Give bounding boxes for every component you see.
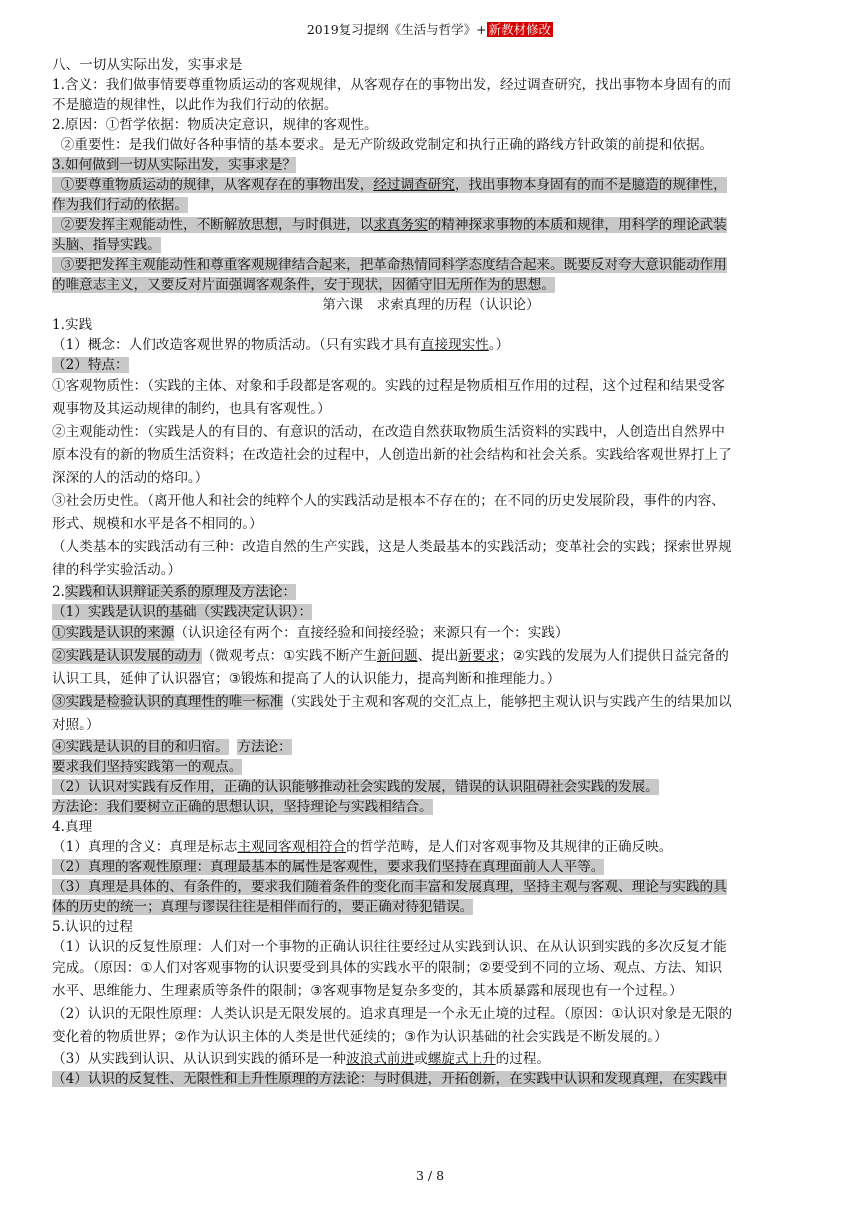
- paragraph: 深深的人的活动的烙印。）: [52, 470, 209, 486]
- paragraph: ②要发挥主观能动性，不断解放思想，与时俱进，以求真务实的精神探求事物的本质和规律，用科学的理论武装: [52, 215, 810, 235]
- paragraph: 变化着的物质世界；②作为认识主体的人类是世代延续的；③作为认识基础的社会实践是不断发展的。）: [52, 1029, 668, 1045]
- paragraph: 完成。（原因：①人们对客观事物的认识要受到具体的实践水平的限制；②要受到不同的立场、观点、方法、知识: [52, 960, 723, 976]
- paragraph: ③要把发挥主观能动性和尊重客观规律结合起来，把革命热情同科学态度结合起来。既要反对夸大意识能动作用: [52, 255, 810, 275]
- paragraph: 方法论：我们要树立正确的思想认识，坚持理论与实践相结合。: [52, 799, 433, 815]
- paragraph: ①实践是认识的来源（认识途径有两个：直接经验和间接经验；来源只有一个：实践）: [52, 625, 569, 641]
- paragraph: 不是臆造的规律性，以此作为我们行动的依据。: [52, 97, 338, 113]
- paragraph: 水平、思维能力、生理素质等条件的限制；③客观事物是复杂多变的，其本质暴露和展现也有一个过程。）: [52, 983, 683, 999]
- paragraph: 对照。）: [52, 717, 100, 733]
- header-title: 2019复习提纲《生活与哲学》+: [306, 22, 487, 37]
- paragraph: （2）特点：: [52, 357, 129, 373]
- paragraph: ①要尊重物质运动的规律，从客观存在的事物出发，经过调查研究，找出事物本身固有的而不是臆造的规律性，: [52, 175, 810, 195]
- paragraph: 形式、规模和水平是各不相同的。）: [52, 516, 263, 532]
- paragraph: ③实践是检验认识的真理性的唯一标准（实践处于主观和客观的交汇点上，能够把主观认识与实践产生的结果加以: [52, 694, 732, 710]
- paragraph: 头脑、指导实践。: [52, 237, 161, 253]
- document-body: [52, 55, 810, 1089]
- paragraph: （2）认识对实践有反作用，正确的认识能够推动社会实践的发展，错误的认识阻碍社会实践的发展。: [52, 779, 659, 795]
- paragraph: （2）真理的客观性原理：真理最基本的属性是客观性，要求我们坚持在真理面前人人平等。: [52, 859, 605, 875]
- section-heading: 4.真理: [52, 819, 93, 835]
- paragraph: 原本没有的新的物质生活资料；在改造社会的过程中，人创造出新的社会结构和社会关系。实践给客观世界打上了: [52, 447, 732, 463]
- paragraph: （3）从实践到认识、从认识到实践的循环是一种波浪式前进或螺旋式上升的过程。: [52, 1051, 551, 1067]
- paragraph: （4）认识的反复性、无限性和上升性原理的方法论：与时俱进，开拓创新，在实践中认识和发现真理，在实践中: [52, 1071, 727, 1087]
- paragraph: ③社会历史性。（离开他人和社会的纯粹个人的实践活动是根本不存在的；在不同的历史发展阶段，事件的内容、: [52, 493, 725, 509]
- section-heading: 八、一切从实际出发，实事求是: [52, 57, 243, 73]
- section-heading: 1.实践: [52, 317, 93, 333]
- paragraph: （1）概念：人们改造客观世界的物质活动。（只有实践才具有直接现实性。）: [52, 337, 510, 353]
- paragraph: （人类基本的实践活动有三种：改造自然的生产实践，这是人类最基本的实践活动；变革社会的实践；探索世界规: [52, 539, 732, 555]
- paragraph: （1）实践是认识的基础（实践决定认识）：: [52, 604, 313, 620]
- paragraph: ②重要性：是我们做好各种事情的基本要求。是无产阶级政党制定和执行正确的路线方针政策的前提和依据。: [60, 137, 714, 153]
- lesson-title: 第六课 求索真理的历程（认识论）: [322, 297, 540, 313]
- header-tag: 新教材修改: [488, 22, 552, 37]
- paragraph: （3）真理是具体的、有条件的，要求我们随着条件的变化而丰富和发展真理，坚持主观与客观、理论与实践的具: [52, 879, 727, 895]
- paragraph: ①客观物质性：（实践的主体、对象和手段都是客观的。实践的过程是物质相互作用的过程，这个过程和结果受客: [52, 378, 725, 394]
- paragraph: 要求我们坚持实践第一的观点。: [52, 759, 243, 775]
- paragraph: 3.如何做到一切从实际出发，实事求是？: [52, 157, 297, 173]
- paragraph: 观事物及其运动规律的制约，也具有客观性。）: [52, 401, 331, 417]
- paragraph: 的唯意志主义，又要反对片面强调客观条件，安于现状，因循守旧无所作为的思想。: [52, 277, 555, 293]
- paragraph: 2.原因：①哲学依据：物质决定意识，规律的客观性。: [52, 117, 378, 133]
- paragraph: （1）认识的反复性原理：人们对一个事物的正确认识往往要经过从实践到认识、在从认识到实践的多次反复才能: [52, 939, 727, 955]
- paragraph: ④实践是认识的目的和归宿。 方法论：: [52, 739, 292, 755]
- paragraph: （2）认识的无限性原理：人类认识是无限发展的。追求真理是一个永无止境的过程。（原因：①认识对象是无限的: [52, 1006, 733, 1022]
- paragraph: ②主观能动性：（实践是人的有目的、有意识的活动，在改造自然获取物质生活资料的实践中，人创造出自然界中: [52, 424, 725, 440]
- paragraph: 体的历史的统一；真理与谬误往往是相伴而行的，要正确对待犯错误。: [52, 899, 474, 915]
- paragraph: （1）真理的含义：真理是标志主观同客观相符合的哲学范畴，是人们对客观事物及其规律的正确反映。: [52, 839, 673, 855]
- paragraph: 1.含义：我们做事情要尊重物质运动的客观规律，从客观存在的事物出发，经过调查研究，找出事物本身固有的而: [52, 77, 732, 93]
- paragraph: 认识工具，延伸了认识器官；③锻炼和提高了人的认识能力，提高判断和推理能力。）: [52, 671, 561, 687]
- paragraph: ②实践是认识发展的动力（微观考点：①实践不断产生新问题、提出新要求；②实践的发展为人们提供日益完备的: [52, 648, 729, 664]
- page-header: [0, 22, 860, 38]
- page-number: 3 / 8: [415, 1168, 445, 1183]
- paragraph: 律的科学实验活动。）: [52, 562, 182, 578]
- paragraph: 作为我们行动的依据。: [52, 197, 188, 213]
- section-heading: 5.认识的过程: [52, 919, 133, 935]
- section-heading: 2.实践和认识辩证关系的原理及方法论：: [52, 584, 297, 600]
